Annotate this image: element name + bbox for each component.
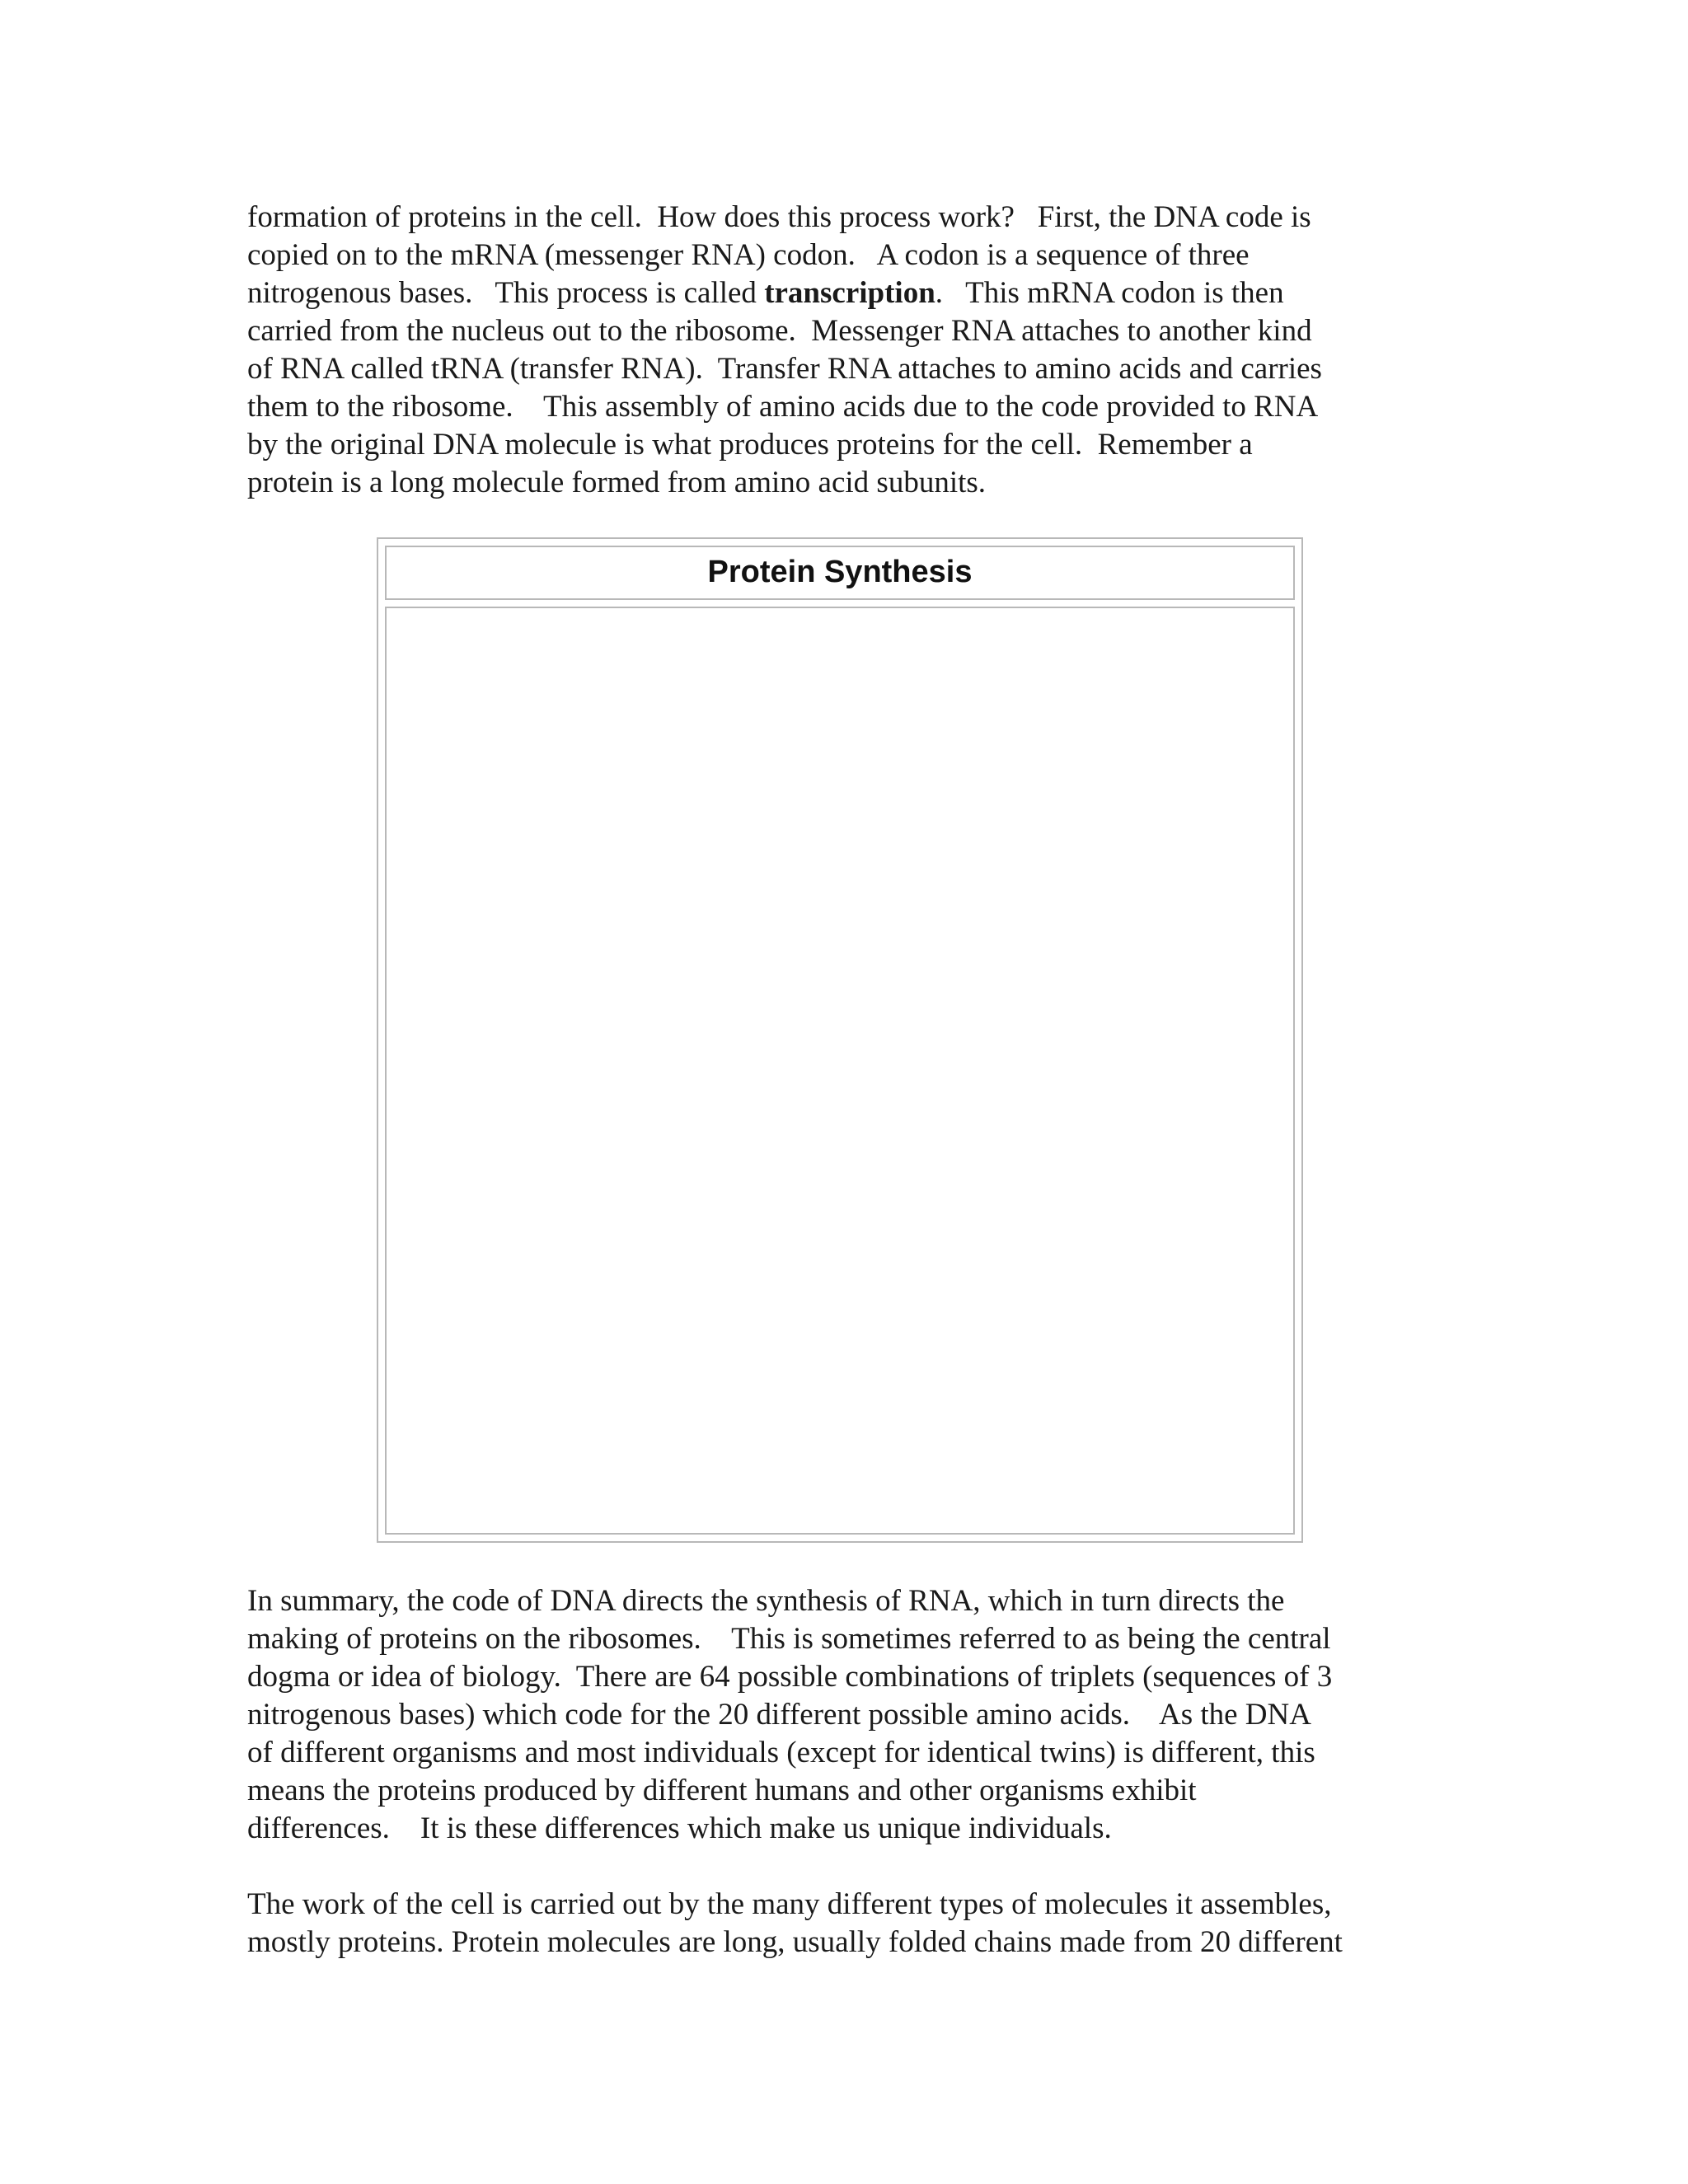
text-segment: nitrogenous bases. This process is called xyxy=(247,276,765,310)
text-line: differences. It is these differences which make us unique individuals. xyxy=(247,1811,1112,1845)
text-line: nitrogenous bases) which code for the 20 different possible amino acids. As the DNA xyxy=(247,1698,1311,1732)
text-line: by the original DNA molecule is what produces proteins for the cell. Remember a xyxy=(247,428,1253,462)
text-segment: . This mRNA codon is then xyxy=(935,276,1284,310)
text-line: The work of the cell is carried out by the many different types of molecules it assembles, xyxy=(247,1887,1332,1921)
text-line: mostly proteins. Protein molecules are long, usually folded chains made from 20 different xyxy=(247,1925,1343,1959)
text-line: them to the ribosome. This assembly of amino acids due to the code provided to RNA xyxy=(247,390,1319,424)
figure-table xyxy=(377,537,1303,1543)
text-line: means the proteins produced by different humans and other organisms exhibit xyxy=(247,1774,1197,1807)
bold-term-transcription: transcription xyxy=(764,276,935,310)
paragraph-summary xyxy=(247,1582,1451,1848)
text-line: dogma or idea of biology. There are 64 possible combinations of triplets (sequences of 3 xyxy=(247,1660,1333,1694)
text-line: of RNA called tRNA (transfer RNA). Transfer RNA attaches to amino acids and carries xyxy=(247,352,1322,386)
text-line: formation of proteins in the cell. How does this process work? First, the DNA code is xyxy=(247,200,1311,234)
text-line: making of proteins on the ribosomes. This is sometimes referred to as being the central xyxy=(247,1622,1331,1656)
figure-caption: Protein Synthesis xyxy=(385,546,1295,600)
paragraph-cell-work xyxy=(247,1886,1451,1961)
text-line: copied on to the mRNA (messenger RNA) codon. A codon is a sequence of three xyxy=(247,238,1250,272)
text-line: carried from the nucleus out to the ribosome. Messenger RNA attaches to another kind xyxy=(247,314,1312,348)
text-line: protein is a long molecule formed from amino acid subunits. xyxy=(247,466,987,499)
text-line: of different organisms and most individuals (except for identical twins) is different, this xyxy=(247,1736,1315,1769)
text-line xyxy=(247,274,1451,312)
text-line: In summary, the code of DNA directs the synthesis of RNA, which in turn directs the xyxy=(247,1584,1285,1618)
paragraph-transcription xyxy=(247,199,1451,502)
figure-image-placeholder xyxy=(385,607,1295,1535)
